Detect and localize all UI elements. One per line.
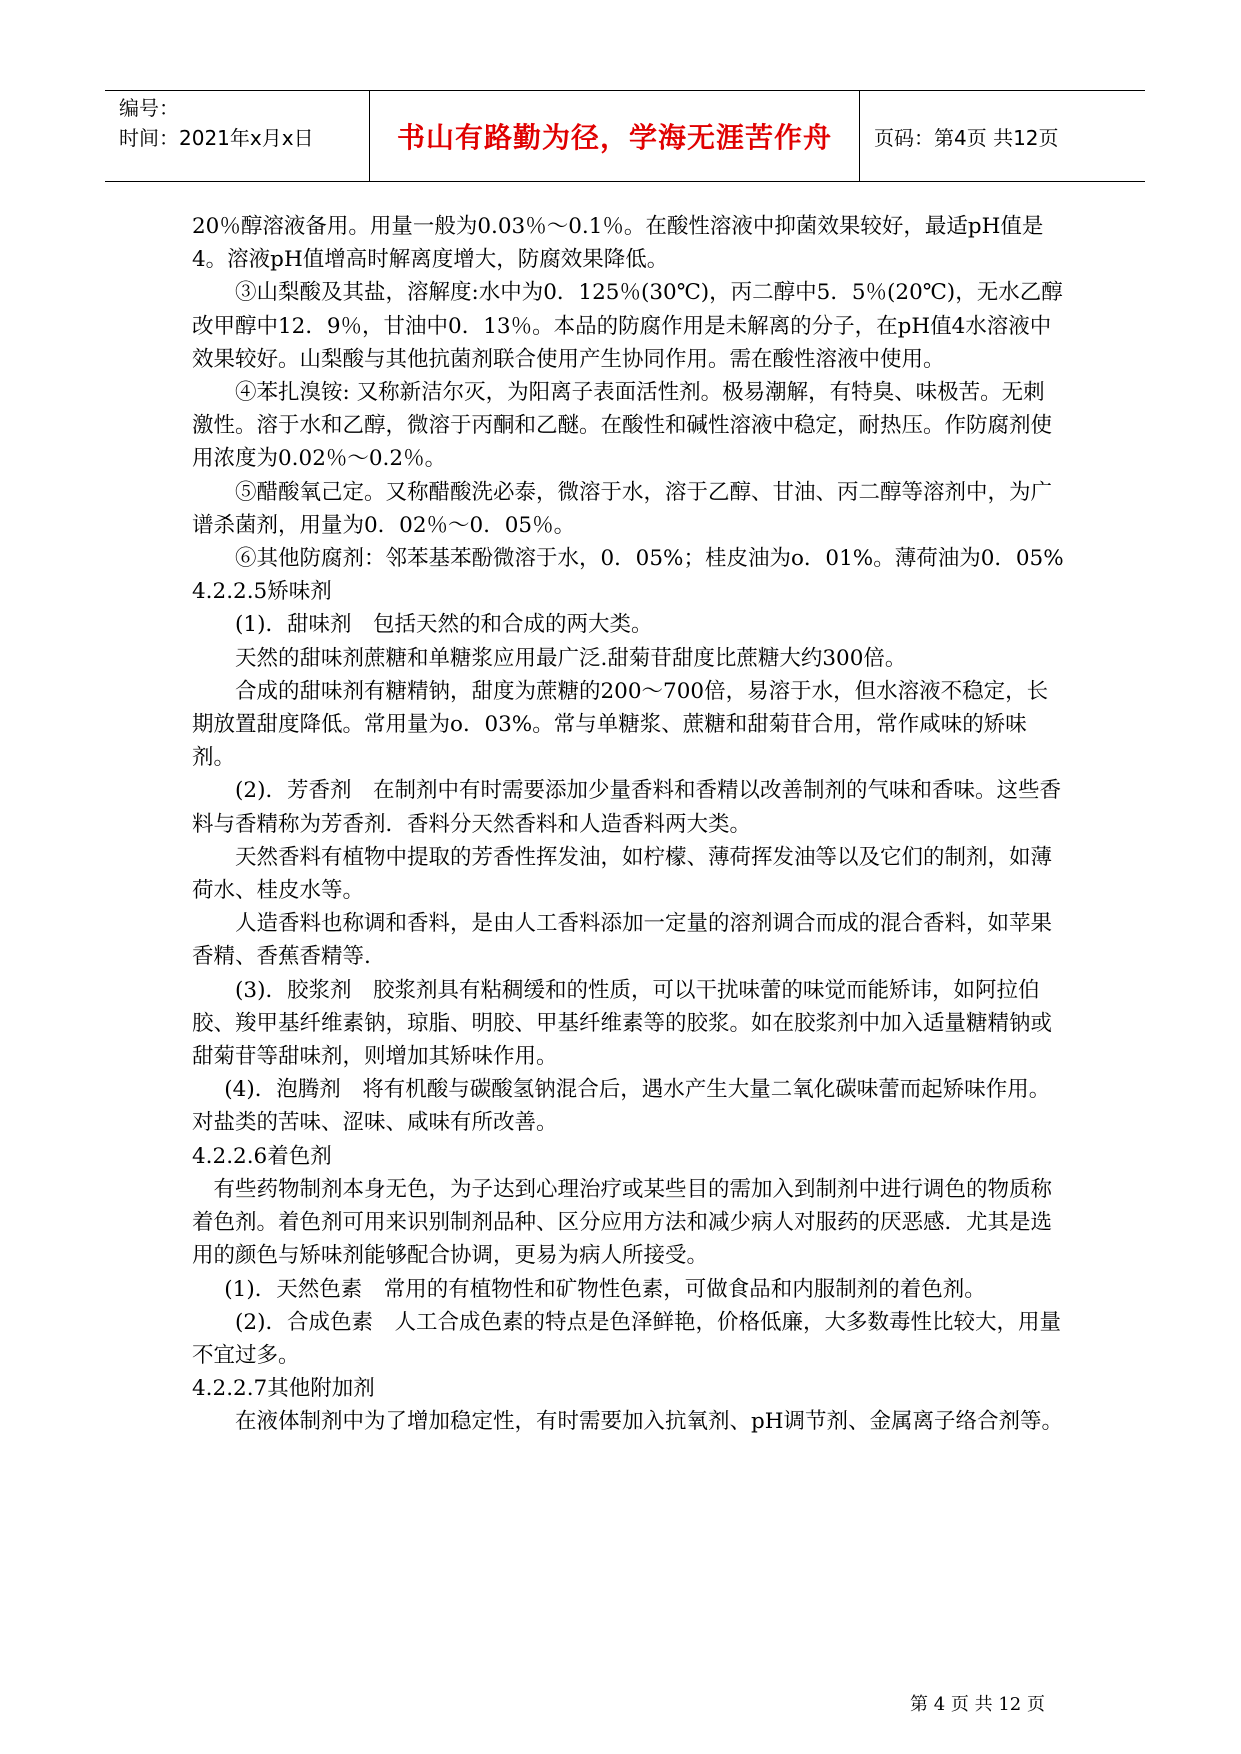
paragraph: (2)．合成色素 人工合成色素的特点是色泽鲜艳，价格低廉，大多数毒性比较大，用量不宜过多。 xyxy=(192,1309,1061,1368)
paragraph: ④苯扎溴铵: 又称新洁尔灭，为阳离子表面活性剂。极易潮解，有特臭、味极苦。无刺激性。溶于水和乙醇，微溶于丙酮和乙醚。在酸性和碱性溶液中稳定，耐热压。作防腐剂使用浓度为0.02％～0.2％。 xyxy=(192,380,1053,472)
document-number-label: 编号： xyxy=(119,96,179,120)
paragraph: 天然的甜味剂蔗糖和单糖浆应用最广泛.甜菊苷甜度比蔗糖大约300倍。 xyxy=(235,645,907,671)
paragraph: ⑤醋酸氧己定。又称醋酸洗必泰，微溶于水，溶于乙醇、甘油、丙二醇等溶剂中，为广谱杀菌剂，用量为0．02％～0．05％。 xyxy=(192,479,1053,538)
paragraph: 人造香料也称调和香料，是由人工香料添加一定量的溶剂调合而成的混合香料，如苹果香精、香蕉香精等. xyxy=(192,911,1053,970)
page-footer: 第 4 页 共 12 页 xyxy=(910,1694,1045,1715)
page-header xyxy=(105,90,1145,182)
section-heading: 4.2.2.5矫味剂 xyxy=(192,579,332,605)
header-meta xyxy=(105,91,370,181)
paragraph: (3)．胶浆剂 胶浆剂具有粘稠缓和的性质，可以干扰味蕾的味觉而能矫讳，如阿拉伯胶、羧甲基纤维素钠，琼脂、明胶、甲基纤维素等的胶浆。如在胶浆剂中加入适量糖精钠或甜菊苷等甜味剂，则增加其矫味作用。 xyxy=(192,977,1053,1070)
paragraph: (2)．芳香剂 在制剂中有时需要添加少量香料和香精以改善制剂的气味和香味。这些香料与香精称为芳香剂．香料分天然香料和人造香料两大类。 xyxy=(192,778,1061,837)
paragraph: (1)．甜味剂 包括天然的和合成的两大类。 xyxy=(235,612,653,638)
paragraph: ③山梨酸及其盐，溶解度:水中为0．125％(30℃)，丙二醇中5．5％(20℃)，无水乙醇改甲醇中12．9％，甘油中0．13％。本品的防腐作用是未解离的分子，在pH值4水溶液中效果较好。山梨酸与其他抗菌剂联合使用产生协同作用。需在酸性溶液中使用。 xyxy=(192,280,1063,372)
document-time-label: 时间：2021年x月x日 xyxy=(119,126,314,150)
paragraph: ⑥其他防腐剂：邻苯基苯酚微溶于水，0．05%；桂皮油为o．01%。薄荷油为0．05% xyxy=(235,546,1064,572)
document-body xyxy=(192,210,1064,1439)
paragraph: 天然香料有植物中提取的芳香性挥发油，如柠檬、薄荷挥发油等以及它们的制剂，如薄荷水、桂皮水等。 xyxy=(192,844,1053,904)
paragraph: 有些药物制剂本身无色，为子达到心理治疗或某些目的需加入到制剂中进行调色的物质称着色剂。着色剂可用来识别制剂品种、区分应用方法和减少病人对服药的厌恶感．尤其是选用的颜色与矫味剂能够配合协调，更易为病人所接受。 xyxy=(192,1176,1053,1269)
paragraph: 合成的甜味剂有糖精钠，甜度为蔗糖的200～700倍，易溶于水，但水溶液不稳定，长期放置甜度降低。常用量为o．03%。常与单糖浆、蔗糖和甜菊苷合用，常作咸味的矫味剂。 xyxy=(192,678,1049,771)
header-page-number: 页码：第4页 共12页 xyxy=(874,125,1059,150)
header-motto: 书山有路勤为径，学海无涯苦作舟 xyxy=(370,91,860,181)
section-heading: 4.2.2.6着色剂 xyxy=(192,1143,332,1169)
paragraph: 20％醇溶液备用。用量一般为0.03％～0.1％。在酸性溶液中抑菌效果较好，最适pH值是4。溶液pH值增高时解离度增大，防腐效果降低。 xyxy=(192,214,1044,273)
paragraph: 在液体制剂中为了增加稳定性，有时需要加入抗氧剂、pH调节剂、金属离子络合剂等。 xyxy=(235,1409,1064,1435)
section-heading: 4.2.2.7其他附加剂 xyxy=(192,1376,375,1402)
paragraph: (1)．天然色素 常用的有植物性和矿物性色素，可做食品和内服制剂的着色剂。 xyxy=(224,1276,986,1302)
paragraph: (4)．泡腾剂 将有机酸与碳酸氢钠混合后，遇水产生大量二氧化碳味蕾而起矫味作用。对盐类的苦味、涩味、咸味有所改善。 xyxy=(192,1077,1051,1136)
